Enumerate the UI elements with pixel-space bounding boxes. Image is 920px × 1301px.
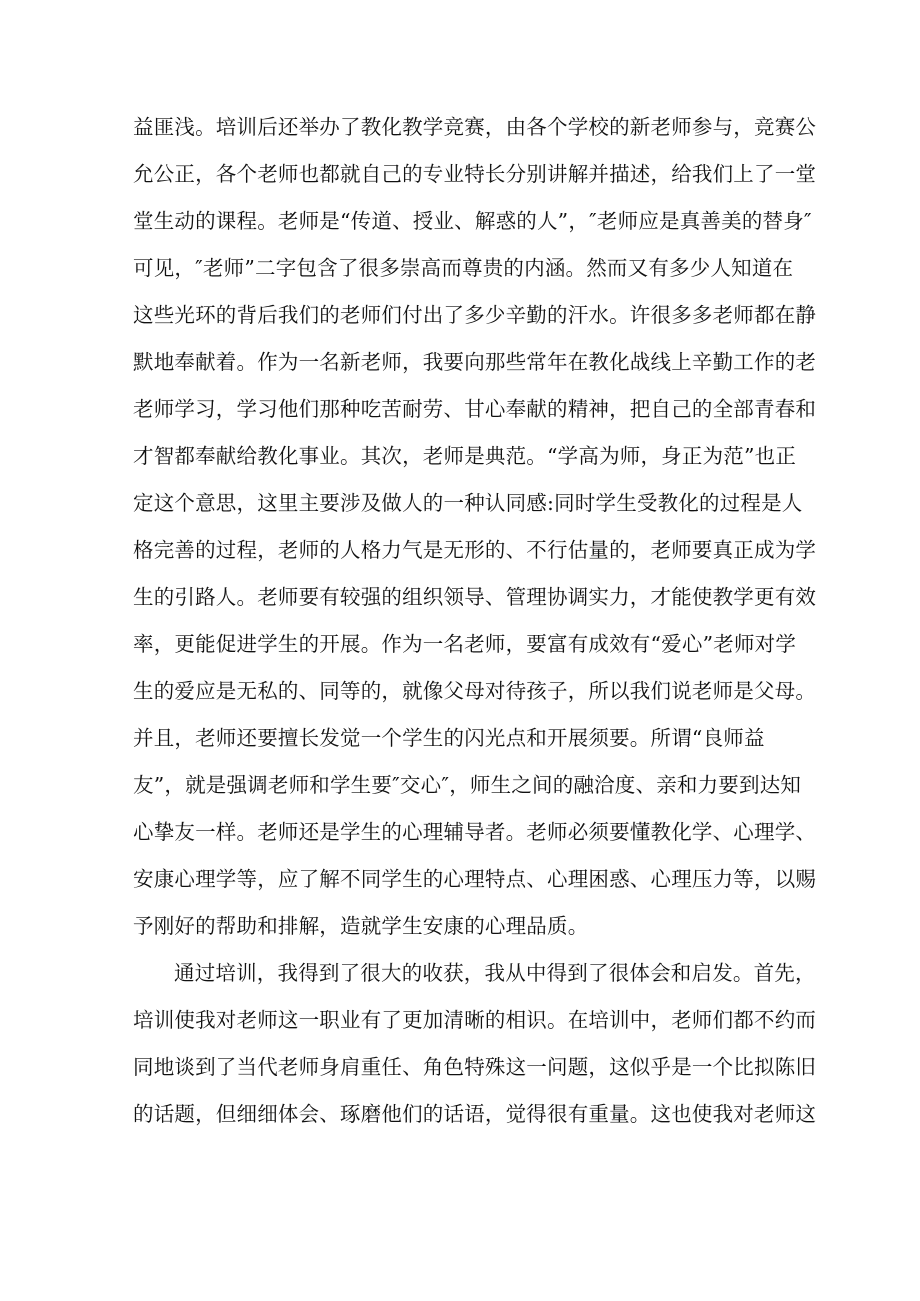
text-line: 生的引路人。老师要有较强的组织领导、管理协调实力，才能使教学更有效 [133,585,817,609]
text-line: 格完善的过程，老师的人格力气是无形的、不行估量的，老师要真正成为学 [133,538,817,562]
text-line: 这些光环的背后我们的老师们付出了多少辛勤的汗水。许很多多老师都在静 [133,303,817,327]
text-line: 并且，老师还要擅长发觉一个学生的闪光点和开展须要。所谓“良师益 [133,726,765,750]
text-line: 堂生动的课程。老师是“传道、授业、解惑的人”，″老师应是真善美的替身″ [133,209,812,233]
text-line: 同地谈到了当代老师身肩重任、角色特殊这一问题，这似乎是一个比拟陈旧 [133,1055,817,1079]
body-text [133,104,817,1138]
text-line: 定这个意思，这里主要涉及做人的一种认同感:同时学生受教化的过程是人 [133,491,803,515]
text-line: 友”，就是强调老师和学生要″交心″，师生之间的融洽度、亲和力要到达知 [133,773,802,797]
text-line: 益匪浅。培训后还举办了教化教学竞赛，由各个学校的新老师参与，竞赛公 [133,115,817,139]
text-line: 允公正，各个老师也都就自己的专业特长分别讲解并描述，给我们上了一堂 [133,162,817,186]
text-line: 默地奉献着。作为一名新老师，我要向那些常年在教化战线上辛勤工作的老 [133,350,817,374]
text-line: 生的爱应是无私的、同等的，就像父母对待孩子，所以我们说老师是父母。 [133,679,817,703]
text-line: 的话题，但细细体会、琢磨他们的话语，觉得很有重量。这也使我对老师这 [133,1102,817,1126]
text-line: 培训使我对老师这一职业有了更加清晰的相识。在培训中，老师们都不约而 [133,1008,817,1032]
paragraph-first-line: 通过培训，我得到了很大的收获，我从中得到了很体会和启发。首先， [174,961,816,985]
text-line: 心挚友一样。老师还是学生的心理辅导者。老师必须要懂教化学、心理学、 [133,820,817,844]
text-line: 可见，″老师”二字包含了很多崇高而尊贵的内涵。然而又有多少人知道在 [133,256,794,280]
text-line: 才智都奉献给教化事业。其次，老师是典范。“学高为师，身正为范”也正 [133,444,797,468]
text-line: 安康心理学等，应了解不同学生的心理特点、心理困惑、心理压力等，以赐 [133,867,817,891]
text-line: 予刚好的帮助和排解，造就学生安康的心理品质。 [133,914,589,938]
text-line: 率，更能促进学生的开展。作为一名老师，要富有成效有“爱心”老师对学 [133,632,797,656]
text-line: 老师学习，学习他们那种吃苦耐劳、甘心奉献的精神，把自己的全部青春和 [133,397,817,421]
